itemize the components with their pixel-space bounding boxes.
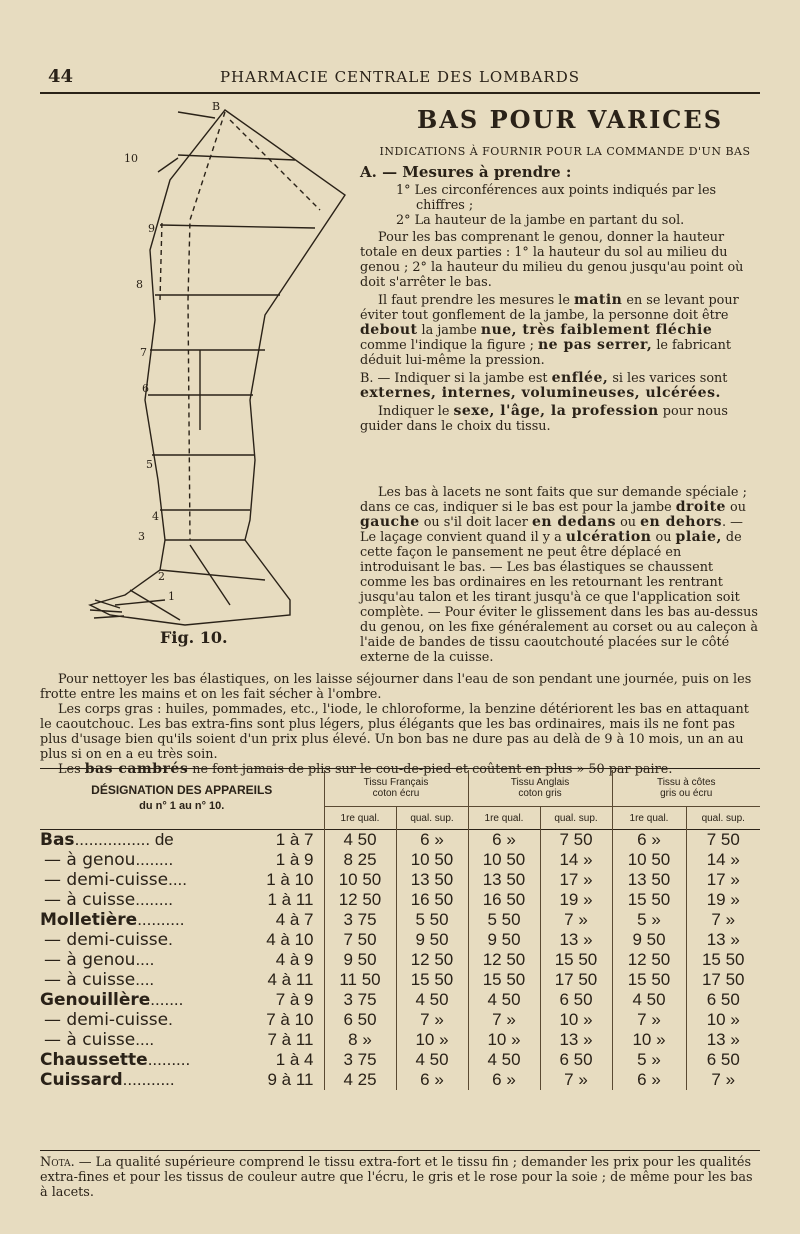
price-cell: 4 50: [396, 990, 468, 1010]
appliance-cell: [40, 1030, 324, 1050]
full-width-text: [40, 672, 760, 777]
price-cell: 13 »: [686, 1030, 760, 1050]
size-range: 1 à 9: [275, 850, 314, 869]
table-row: [40, 1070, 760, 1090]
section-title: BAS POUR VARICES: [416, 105, 724, 134]
price-cell: 7 »: [540, 910, 612, 930]
appliance-name: Genouillère: [40, 990, 151, 1010]
leg-measurement-figure: [50, 100, 370, 640]
qual-first-3: 1re qual.: [612, 807, 686, 830]
group-header-french: Tissu Français: [363, 777, 429, 788]
size-range: 9 à 11: [267, 1070, 314, 1089]
figure-label-2: 2: [158, 570, 165, 583]
price-cell: 7 »: [612, 1010, 686, 1030]
price-cell: 7 »: [468, 1010, 540, 1030]
figure-label-6: 6: [142, 382, 149, 395]
leader-dots: ....: [135, 1030, 155, 1049]
price-cell: 6 50: [324, 1010, 396, 1030]
figure-label-5: 5: [146, 458, 153, 471]
fats-paragraph: Les corps gras : huiles, pommades, etc., l'iode, le chloroforme, la benzine détériorent les bas en attaquant le caoutchouc. Les bas extra-fins sont plus légers, plus élégants que les bas ordinaires, mais ils ne font pas plus d'usage bien qu'ils soient d'un prix plus élevé. Un bon bas ne dure pas au delà de 9 à 10 mois, un an au plus si on en a eu très soin.: [40, 702, 749, 762]
appliance-name: — à genou: [44, 850, 136, 870]
appliance-cell: [40, 950, 324, 970]
figure-label-7: 7: [140, 346, 147, 359]
price-cell: 5 »: [612, 910, 686, 930]
figure-label-9: 9: [148, 222, 155, 235]
price-cell: 16 50: [396, 890, 468, 910]
price-cell: 12 50: [396, 950, 468, 970]
size-range: 4 à 10: [266, 930, 314, 949]
table-row: [40, 930, 760, 950]
price-cell: 10 50: [396, 850, 468, 870]
size-range: 1 à 10: [266, 870, 314, 889]
appliance-name: — à cuisse: [44, 1030, 136, 1050]
price-cell: 13 50: [468, 870, 540, 890]
price-cell: 6 50: [540, 1050, 612, 1070]
price-cell: 7 50: [540, 830, 612, 851]
appliance-name: — à genou: [44, 950, 136, 970]
appliance-cell: [40, 1050, 324, 1070]
price-cell: 11 50: [324, 970, 396, 990]
figure-label-8: 8: [136, 278, 143, 291]
price-cell: 7 »: [396, 1010, 468, 1030]
price-cell: 5 50: [468, 910, 540, 930]
table-bottom-rule: [40, 1150, 760, 1151]
appliance-name: — à cuisse: [44, 970, 136, 990]
appliance-name: — à cuisse: [44, 890, 136, 910]
leader-dots: ........: [135, 890, 174, 909]
price-cell: 15 50: [612, 970, 686, 990]
price-cell: 19 »: [540, 890, 612, 910]
price-cell: 13 50: [612, 870, 686, 890]
price-cell: 7 »: [540, 1070, 612, 1090]
appliance-name: Cuissard: [40, 1070, 123, 1090]
price-cell: 13 »: [540, 1030, 612, 1050]
group-sub-ribbed: gris ou écru: [660, 788, 713, 799]
leader-dots: ..........: [137, 910, 185, 929]
appliance-cell: [40, 990, 324, 1010]
leader-dots: .......: [150, 990, 184, 1009]
price-cell: 6 »: [468, 830, 540, 851]
price-cell: 3 75: [324, 1050, 396, 1070]
group-header-ribbed: Tissu à côtes: [656, 777, 716, 788]
price-cell: 10 50: [612, 850, 686, 870]
size-range: 4 à 11: [267, 970, 314, 989]
size-range: 7 à 10: [266, 1010, 314, 1029]
price-cell: 15 50: [468, 970, 540, 990]
leader-dots: ....: [135, 970, 155, 989]
appliance-name: — demi-cuisse: [44, 870, 169, 890]
price-cell: 17 50: [540, 970, 612, 990]
leader-dots: ................ de: [74, 830, 174, 849]
price-cell: 15 50: [540, 950, 612, 970]
measures-heading: A. — Mesures à prendre :: [360, 163, 572, 181]
price-cell: 14 »: [540, 850, 612, 870]
group-header-english: Tissu Anglais: [510, 777, 570, 788]
price-cell: 6 50: [540, 990, 612, 1010]
table-row: [40, 1050, 760, 1070]
running-title: PHARMACIE CENTRALE DES LOMBARDS: [219, 68, 581, 86]
appliance-cell: [40, 850, 324, 870]
page-header: [40, 62, 760, 92]
table-row: [40, 1010, 760, 1030]
price-cell: 10 50: [324, 870, 396, 890]
page-number: 44: [48, 66, 74, 87]
right-column-text: [360, 165, 760, 434]
price-cell: 9 50: [396, 930, 468, 950]
leader-dots: ....: [168, 870, 187, 889]
size-range: 1 à 7: [275, 830, 314, 849]
sex-age-paragraph: Indiquer le sexe, l'âge, la profession pour nous guider dans le choix du tissu.: [360, 403, 728, 434]
price-cell: 5 50: [396, 910, 468, 930]
appliance-name: — demi-cuisse: [44, 930, 169, 950]
price-cell: 17 »: [540, 870, 612, 890]
appliance-name: Molletière: [40, 910, 138, 930]
cleaning-paragraph: Pour nettoyer les bas élastiques, on les laisse séjourner dans l'eau de son pendant une journée, puis on les frotte entre les mains et on les fait sécher à l'ombre.: [40, 672, 752, 702]
price-cell: 12 50: [324, 890, 396, 910]
figure-label-10: 10: [124, 152, 138, 165]
price-cell: 9 50: [324, 950, 396, 970]
header-rule: [40, 92, 760, 94]
footnote-text: — La qualité supérieure comprend le tissu extra-fort et le tissu fin ; demander les prix pour les qualités extra-fines et pour les tissus de couleur autre que l'écru, le gris et le rose pour la soie ; de même pour les bas à lacets.: [40, 1155, 753, 1200]
table-row: [40, 910, 760, 930]
appliance-cell: [40, 930, 324, 950]
table-row: [40, 850, 760, 870]
price-cell: 13 »: [686, 930, 760, 950]
leader-dots: .: [168, 1010, 173, 1029]
leader-dots: ....: [135, 950, 155, 969]
price-cell: 12 50: [612, 950, 686, 970]
size-range: 1 à 4: [275, 1050, 314, 1069]
size-range: 1 à 11: [267, 890, 314, 909]
size-range: 4 à 9: [275, 950, 314, 969]
table-row: [40, 830, 760, 851]
group-sub-french: coton écru: [372, 788, 420, 799]
price-cell: 6 50: [686, 1050, 760, 1070]
price-cell: 17 »: [686, 870, 760, 890]
leader-dots: ........: [135, 850, 174, 869]
table-header-row: [40, 770, 760, 807]
lacing-paragraph: Les bas à lacets ne sont faits que sur demande spéciale ; dans ce cas, indiquer si le bas est pour la jambe droite ou gauche ou s'il doit lacer en dedans ou en dehors. — Le laçage convient quand il y a ulcération ou plaie, de cette façon le pansement ne peut être déplacé en introduisant le bas. — Les bas élastiques se chaussent comme les bas ordinaires en les retournant les rentrant jusqu'au talon et les tirant jusqu'à ce que l'application soit complète. — Pour éviter le glissement dans les bas au-dessus du genou, on les fixe généralement au corset ou au caleçon à l'aide de bandes de tissu caoutchouté placées sur le côté externe de la cuisse.: [360, 485, 758, 665]
price-cell: 6 »: [612, 1070, 686, 1090]
table-row: [40, 950, 760, 970]
price-cell: 6 »: [468, 1070, 540, 1090]
designation-header: DÉSIGNATION DES APPAREILS: [91, 783, 273, 797]
size-range: 4 à 7: [275, 910, 314, 929]
price-cell: 3 75: [324, 990, 396, 1010]
figure-label-1: 1: [168, 590, 175, 603]
price-cell: 9 50: [612, 930, 686, 950]
price-cell: 10 50: [468, 850, 540, 870]
knee-paragraph: Pour les bas comprenant le genou, donner la hauteur totale en deux parties : 1° la hauteur du sol au milieu du genou ; 2° la hauteur du milieu du genou jusqu'au point où doit s'arrêter le bas.: [360, 230, 744, 290]
price-cell: 3 75: [324, 910, 396, 930]
price-cell: 17 50: [686, 970, 760, 990]
price-cell: 10 »: [612, 1030, 686, 1050]
figure-label-3: 3: [138, 530, 145, 543]
price-cell: 6 »: [396, 830, 468, 851]
size-range: 7 à 9: [275, 990, 314, 1009]
measure-item-2: 2° La hauteur de la jambe en partant du sol.: [396, 213, 685, 228]
appliance-name: Bas: [40, 830, 75, 850]
price-cell: 4 50: [468, 1050, 540, 1070]
price-cell: 7 »: [686, 1070, 760, 1090]
price-cell: 13 50: [396, 870, 468, 890]
figure-label-4: 4: [152, 510, 159, 523]
price-cell: 8 »: [324, 1030, 396, 1050]
appliance-cell: [40, 1010, 324, 1030]
footnote: [40, 1155, 760, 1200]
price-table: [40, 770, 760, 1090]
price-cell: 10 »: [686, 1010, 760, 1030]
price-cell: 15 50: [612, 890, 686, 910]
price-cell: 7 50: [686, 830, 760, 851]
figure-label-b: B: [212, 100, 221, 113]
table-row: [40, 870, 760, 890]
price-cell: 7 50: [324, 930, 396, 950]
appliance-name: Chaussette: [40, 1050, 148, 1070]
price-cell: 15 50: [686, 950, 760, 970]
arched-paragraph: Les bas cambrés ne font jamais de plis sur le cou-de-pied et coûtent en plus » 50 par paire.: [58, 761, 673, 777]
price-cell: 4 50: [612, 990, 686, 1010]
price-cell: 6 »: [396, 1070, 468, 1090]
leader-dots: .: [168, 930, 173, 949]
price-cell: 10 »: [468, 1030, 540, 1050]
morning-paragraph: Il faut prendre les mesures le matin en se levant pour éviter tout gonflement de la jambe, la personne doit être debout la jambe nue, très faiblement fléchie comme l'indique la figure ; ne pas serrer, le fabricant déduit lui-même la pression.: [360, 292, 739, 368]
appliance-cell: [40, 830, 324, 851]
price-rows: [40, 830, 760, 1091]
swelling-paragraph: B. — Indiquer si la jambe est enflée, si les varices sont externes, internes, volumineuses, ulcérées.: [360, 370, 728, 401]
price-cell: 14 »: [686, 850, 760, 870]
price-cell: 9 50: [468, 930, 540, 950]
measure-item-1: 1° Les circonférences aux points indiqués par les chiffres ;: [396, 183, 717, 213]
appliance-cell: [40, 970, 324, 990]
price-cell: 4 50: [396, 1050, 468, 1070]
figure-caption: Fig. 10.: [160, 628, 228, 647]
price-cell: 10 »: [396, 1030, 468, 1050]
price-cell: 13 »: [540, 930, 612, 950]
leader-dots: .........: [147, 1050, 191, 1069]
price-cell: 16 50: [468, 890, 540, 910]
price-cell: 12 50: [468, 950, 540, 970]
qual-sup-2: qual. sup.: [540, 807, 612, 830]
table-row: [40, 970, 760, 990]
qual-sup-3: qual. sup.: [686, 807, 760, 830]
price-cell: 4 50: [468, 990, 540, 1010]
appliance-name: — demi-cuisse: [44, 1010, 169, 1030]
appliance-cell: [40, 890, 324, 910]
price-cell: 4 25: [324, 1070, 396, 1090]
appliance-cell: [40, 870, 324, 890]
table-top-rule: [40, 768, 760, 769]
leader-dots: ...........: [122, 1070, 175, 1089]
section-subtitle: INDICATIONS À FOURNIR POUR LA COMMANDE D'UN BAS: [379, 145, 751, 158]
qual-sup-1: qual. sup.: [396, 807, 468, 830]
table-row: [40, 890, 760, 910]
leg-drawing: [50, 100, 370, 640]
qual-first-2: 1re qual.: [468, 807, 540, 830]
price-cell: 5 »: [612, 1050, 686, 1070]
qual-first-1: 1re qual.: [324, 807, 396, 830]
price-cell: 4 50: [324, 830, 396, 851]
designation-subheader: du n° 1 au n° 10.: [139, 800, 225, 812]
price-cell: 10 »: [540, 1010, 612, 1030]
footnote-label: Nota.: [40, 1155, 75, 1170]
price-cell: 6 »: [612, 830, 686, 851]
price-cell: 7 »: [686, 910, 760, 930]
group-sub-english: coton gris: [518, 788, 562, 799]
price-cell: 15 50: [396, 970, 468, 990]
price-cell: 19 »: [686, 890, 760, 910]
appliance-cell: [40, 1070, 324, 1090]
table-row: [40, 990, 760, 1010]
appliance-cell: [40, 910, 324, 930]
size-range: 7 à 11: [267, 1030, 314, 1049]
table-row: [40, 1030, 760, 1050]
price-cell: 8 25: [324, 850, 396, 870]
price-cell: 6 50: [686, 990, 760, 1010]
